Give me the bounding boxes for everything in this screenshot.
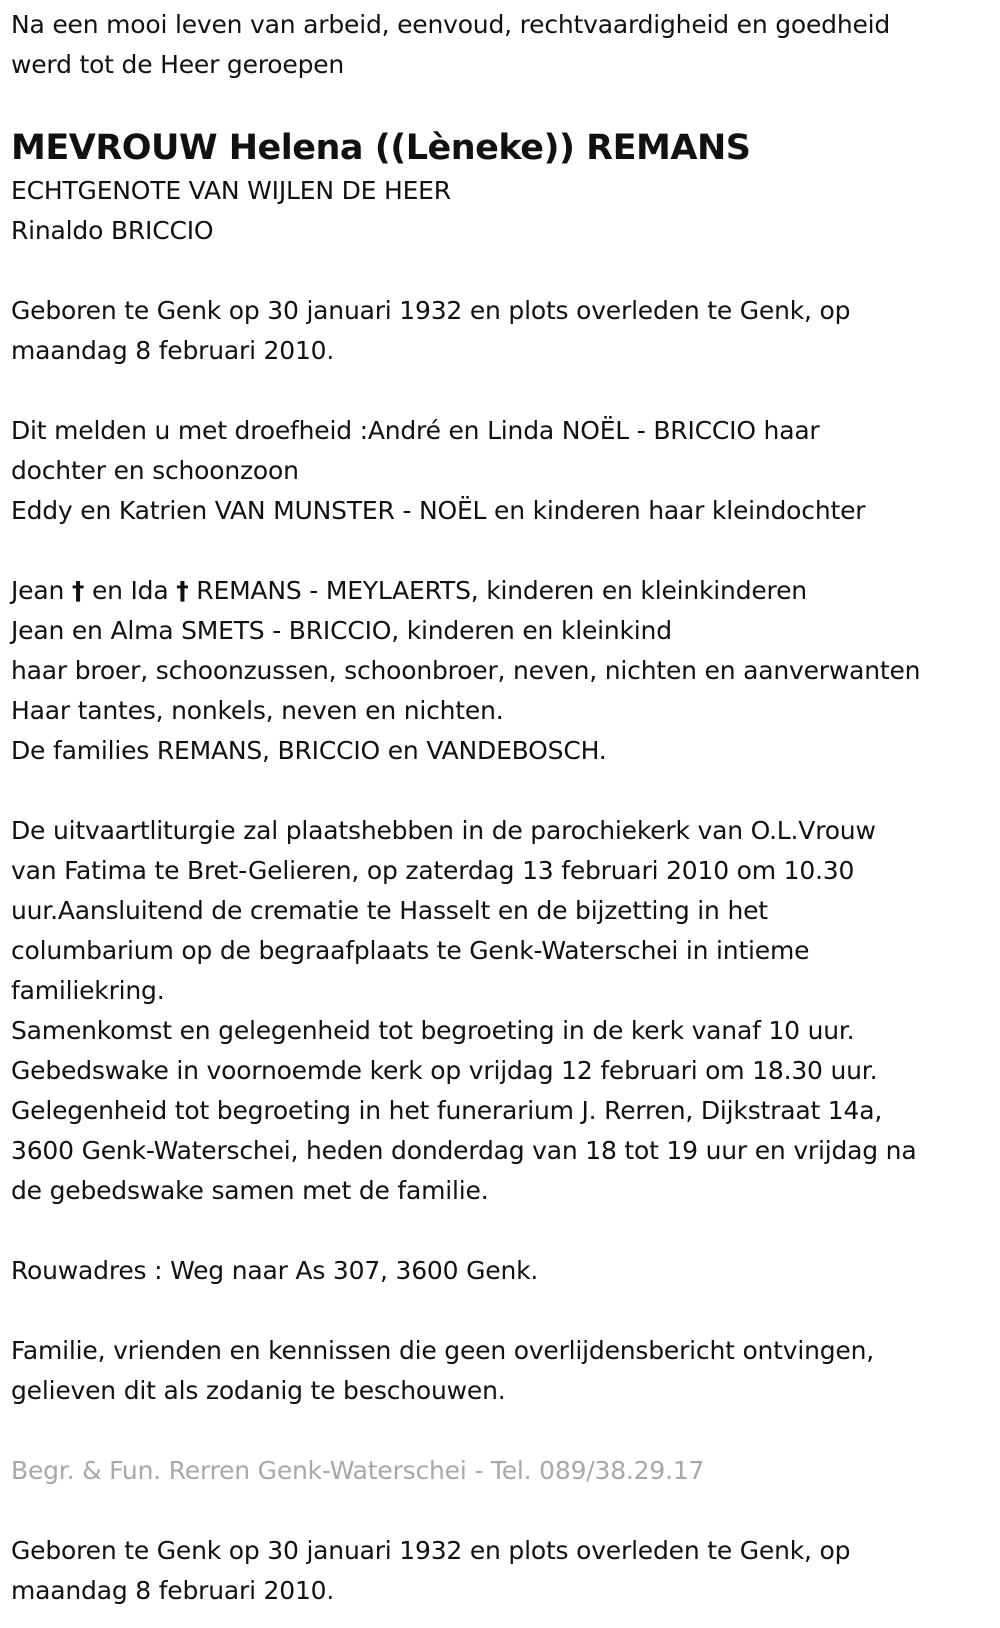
notice-line: Familie, vrienden en kennissen die geen overlijdensbericht ontvingen, bbox=[11, 1336, 875, 1365]
family-line: haar broer, schoonzussen, schoonbroer, neven, nichten en aanverwanten bbox=[11, 656, 921, 685]
family-line: Jean en Alma SMETS - BRICCIO, kinderen en kleinkind bbox=[11, 616, 672, 645]
deceased-name: MEVROUW Helena ((Lèneke)) REMANS bbox=[11, 128, 751, 168]
ceremony-line: Gebedswake in voornoemde kerk op vrijdag 12 februari om 18.30 uur. bbox=[11, 1056, 878, 1085]
spouse-line: ECHTGENOTE VAN WIJLEN DE HEER bbox=[11, 176, 451, 205]
ceremony-line: uur.Aansluitend de crematie te Hasselt en de bijzetting in het bbox=[11, 896, 768, 925]
birth-death-line-repeat: Geboren te Genk op 30 januari 1932 en plots overleden te Genk, op bbox=[11, 1536, 851, 1565]
mourning-address: Rouwadres : Weg naar As 307, 3600 Genk. bbox=[11, 1256, 539, 1285]
birth-death-line: Geboren te Genk op 30 januari 1932 en plots overleden te Genk, op bbox=[11, 296, 851, 325]
ceremony-line: de gebedswake samen met de familie. bbox=[11, 1176, 489, 1205]
announcer-line: dochter en schoonzoon bbox=[11, 456, 299, 485]
ceremony-line: De uitvaartliturgie zal plaatshebben in de parochiekerk van O.L.Vrouw bbox=[11, 816, 876, 845]
ceremony-line: Gelegenheid tot begroeting in het funerarium J. Rerren, Dijkstraat 14a, bbox=[11, 1096, 883, 1125]
birth-death-line: maandag 8 februari 2010. bbox=[11, 336, 335, 365]
notice-line: gelieven dit als zodanig te beschouwen. bbox=[11, 1376, 506, 1405]
intro-line: werd tot de Heer geroepen bbox=[11, 50, 345, 79]
family-name: Jean bbox=[11, 576, 65, 605]
family-name: REMANS - MEYLAERTS, kinderen en kleinkinderen bbox=[196, 576, 807, 605]
family-line bbox=[11, 571, 989, 611]
family-name: en Ida bbox=[91, 576, 169, 605]
family-line: Haar tantes, nonkels, neven en nichten. bbox=[11, 696, 504, 725]
ceremony-line: columbarium op de begraafplaats te Genk-Waterschei in intieme bbox=[11, 936, 810, 965]
spouse-line: Rinaldo BRICCIO bbox=[11, 216, 214, 245]
announcer-line: Eddy en Katrien VAN MUNSTER - NOËL en kinderen haar kleindochter bbox=[11, 496, 866, 525]
birth-death-line-repeat: maandag 8 februari 2010. bbox=[11, 1576, 335, 1605]
cross-icon: † bbox=[176, 576, 189, 605]
ceremony-line: Samenkomst en gelegenheid tot begroeting in de kerk vanaf 10 uur. bbox=[11, 1016, 855, 1045]
intro-line: Na een mooi leven van arbeid, eenvoud, rechtvaardigheid en goedheid bbox=[11, 10, 891, 39]
cross-icon: † bbox=[71, 576, 85, 605]
announcer-line: Dit melden u met droefheid :André en Linda NOËL - BRICCIO haar bbox=[11, 416, 820, 445]
ceremony-line: familiekring. bbox=[11, 976, 165, 1005]
ceremony-line: 3600 Genk-Waterschei, heden donderdag van 18 tot 19 uur en vrijdag na bbox=[11, 1136, 917, 1165]
family-line: De families REMANS, BRICCIO en VANDEBOSCH. bbox=[11, 736, 607, 765]
funeral-home-credit: Begr. & Fun. Rerren Genk-Waterschei - Tel. 089/38.29.17 bbox=[11, 1456, 705, 1485]
ceremony-line: van Fatima te Bret-Gelieren, op zaterdag 13 februari 2010 om 10.30 bbox=[11, 856, 855, 885]
